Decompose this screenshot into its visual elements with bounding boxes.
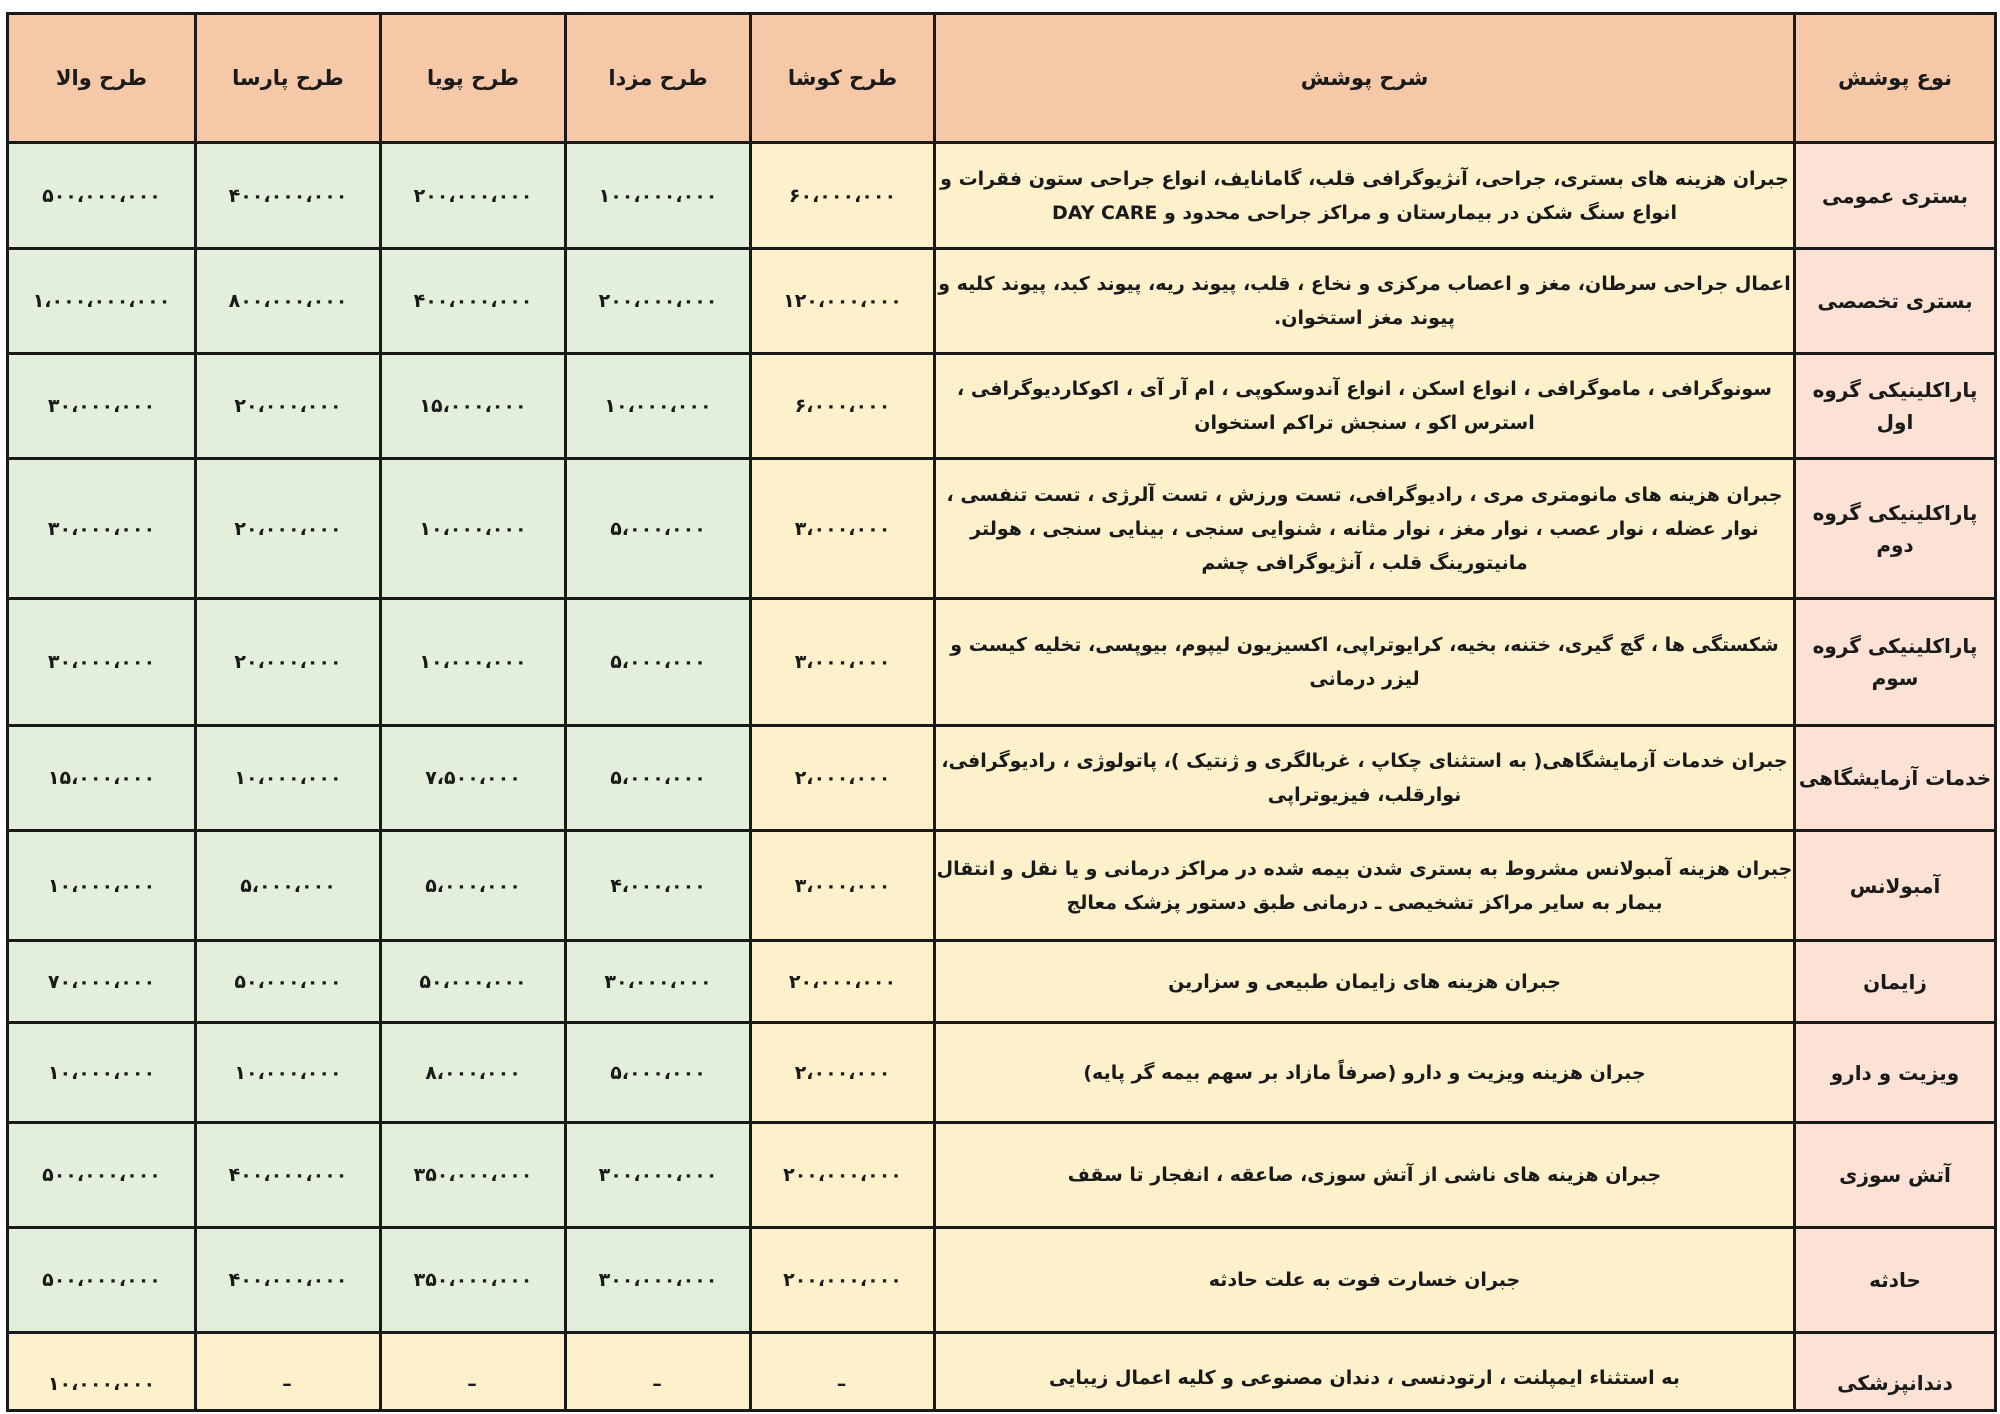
table-row: [8, 249, 1996, 354]
cell-parsa: ۲۰،۰۰۰،۰۰۰: [196, 354, 381, 459]
cell-pouya: ۱۰،۰۰۰،۰۰۰: [381, 599, 566, 726]
cell-description: به استثناء ایمپلنت ، ارتودنسی ، دندان مصنوعی و کلیه اعمال زیبایی: [935, 1333, 1795, 1411]
cell-parsa: ۵،۰۰۰،۰۰۰: [196, 831, 381, 941]
cell-kousha: ۶۰،۰۰۰،۰۰۰: [751, 143, 935, 249]
cell-vala: ۵۰۰،۰۰۰،۰۰۰: [8, 1228, 196, 1333]
cell-coverage-type: بستری عمومی: [1795, 143, 1996, 249]
cell-pouya: ۷،۵۰۰،۰۰۰: [381, 726, 566, 831]
cell-kousha: ۶،۰۰۰،۰۰۰: [751, 354, 935, 459]
cell-mazda: ۵،۰۰۰،۰۰۰: [566, 599, 751, 726]
cell-description: جبران هزینه های بستری، جراحی، آنژیوگرافی قلب، گامانایف، انواع جراحی ستون فقرات و انواع سنگ شکن در بیمارستان و مراکز جراحی محدود و DAY CARE: [935, 143, 1795, 249]
cell-description: سونوگرافی ، ماموگرافی ، انواع اسکن ، انواع آندوسکوپی ، ام آر آی ، اکوکاردیوگرافی ، استرس اکو ، سنجش تراکم استخوان: [935, 354, 1795, 459]
cell-mazda: ۳۰۰،۰۰۰،۰۰۰: [566, 1228, 751, 1333]
table-row: [8, 459, 1996, 599]
cell-parsa: ۲۰،۰۰۰،۰۰۰: [196, 599, 381, 726]
header-coverage-type: نوع پوشش: [1795, 14, 1996, 143]
cell-vala: ۳۰،۰۰۰،۰۰۰: [8, 354, 196, 459]
cell-description: جبران خدمات آزمایشگاهی( به استثنای چکاپ ، غربالگری و ژنتیک )، پاتولوژی ، رادیوگرافی، نوارقلب، فیزیوتراپی: [935, 726, 1795, 831]
cell-vala: ۵۰۰،۰۰۰،۰۰۰: [8, 1123, 196, 1228]
header-description: شرح پوشش: [935, 14, 1795, 143]
cell-mazda: ۵،۰۰۰،۰۰۰: [566, 1023, 751, 1123]
table-row: [8, 143, 1996, 249]
header-row: [8, 14, 1996, 143]
cell-coverage-type: پاراکلینیکی گروه اول: [1795, 354, 1996, 459]
cell-mazda: ۵،۰۰۰،۰۰۰: [566, 459, 751, 599]
cell-mazda: ۱۰۰،۰۰۰،۰۰۰: [566, 143, 751, 249]
table-row: [8, 599, 1996, 726]
cell-pouya: ۵۰،۰۰۰،۰۰۰: [381, 941, 566, 1023]
cell-pouya: ۳۵۰،۰۰۰،۰۰۰: [381, 1123, 566, 1228]
table-row: [8, 354, 1996, 459]
cell-kousha: ۳،۰۰۰،۰۰۰: [751, 831, 935, 941]
cell-coverage-type: خدمات آزمایشگاهی: [1795, 726, 1996, 831]
cell-vala: ۷۰،۰۰۰،۰۰۰: [8, 941, 196, 1023]
header-plan-parsa: طرح پارسا: [196, 14, 381, 143]
cell-description: جبران هزینه های مانومتری مری ، رادیوگرافی، تست ورزش ، تست آلرژی ، تست تنفسی ، نوار عضله ، نوار عصب ، نوار مغز ، نوار مثانه ، شنوایی سنجی ، بینایی سنجی ، هولتر مانیتورینگ قلب ، آنژیوگرافی چشم: [935, 459, 1795, 599]
cell-vala: ۱۰،۰۰۰،۰۰۰: [8, 1023, 196, 1123]
cell-parsa: ۴۰۰،۰۰۰،۰۰۰: [196, 143, 381, 249]
cell-description: جبران هزینه های زایمان طبیعی و سزارین: [935, 941, 1795, 1023]
cell-coverage-type: آتش سوزی: [1795, 1123, 1996, 1228]
cell-pouya: ۸،۰۰۰،۰۰۰: [381, 1023, 566, 1123]
header-plan-mazda: طرح مزدا: [566, 14, 751, 143]
cell-mazda: ۲۰۰،۰۰۰،۰۰۰: [566, 249, 751, 354]
table-row: [8, 1228, 1996, 1333]
cell-pouya: –: [381, 1333, 566, 1411]
cell-coverage-type: حادثه: [1795, 1228, 1996, 1333]
table-row: [8, 1023, 1996, 1123]
cell-coverage-type: پاراکلینیکی گروه سوم: [1795, 599, 1996, 726]
cell-vala: ۳۰،۰۰۰،۰۰۰: [8, 599, 196, 726]
cell-vala: ۳۰،۰۰۰،۰۰۰: [8, 459, 196, 599]
cell-kousha: –: [751, 1333, 935, 1411]
cell-vala: ۱۵،۰۰۰،۰۰۰: [8, 726, 196, 831]
cell-kousha: ۲۰۰،۰۰۰،۰۰۰: [751, 1228, 935, 1333]
cell-pouya: ۵،۰۰۰،۰۰۰: [381, 831, 566, 941]
table-row: [8, 1333, 1996, 1411]
cell-kousha: ۳،۰۰۰،۰۰۰: [751, 459, 935, 599]
cell-coverage-type: پاراکلینیکی گروه دوم: [1795, 459, 1996, 599]
cell-vala: ۱۰،۰۰۰،۰۰۰: [8, 831, 196, 941]
header-plan-kousha: طرح کوشا: [751, 14, 935, 143]
cell-mazda: ۳۰۰،۰۰۰،۰۰۰: [566, 1123, 751, 1228]
coverage-sheet: [6, 12, 1994, 1412]
cell-parsa: ۲۰،۰۰۰،۰۰۰: [196, 459, 381, 599]
cell-vala: ۱،۰۰۰،۰۰۰،۰۰۰: [8, 249, 196, 354]
cell-parsa: ۴۰۰،۰۰۰،۰۰۰: [196, 1123, 381, 1228]
cell-kousha: ۲۰،۰۰۰،۰۰۰: [751, 941, 935, 1023]
cell-vala: ۵۰۰،۰۰۰،۰۰۰: [8, 143, 196, 249]
cell-description: جبران هزینه آمبولانس مشروط به بستری شدن بیمه شده در مراکز درمانی و یا نقل و انتقال بیمار به سایر مراکز تشخیصی ـ درمانی طبق دستور پزشک معالج: [935, 831, 1795, 941]
cell-pouya: ۱۰،۰۰۰،۰۰۰: [381, 459, 566, 599]
cell-kousha: ۲۰۰،۰۰۰،۰۰۰: [751, 1123, 935, 1228]
cell-mazda: ۳۰،۰۰۰،۰۰۰: [566, 941, 751, 1023]
cell-parsa: ۸۰۰،۰۰۰،۰۰۰: [196, 249, 381, 354]
cell-description: اعمال جراحی سرطان، مغز و اعصاب مرکزی و نخاع ، قلب، پیوند ریه، پیوند کبد، پیوند کلیه و پیوند مغز استخوان.: [935, 249, 1795, 354]
table-row: [8, 941, 1996, 1023]
cell-coverage-type: بستری تخصصی: [1795, 249, 1996, 354]
cell-parsa: ۴۰۰،۰۰۰،۰۰۰: [196, 1228, 381, 1333]
table-row: [8, 726, 1996, 831]
cell-pouya: ۴۰۰،۰۰۰،۰۰۰: [381, 249, 566, 354]
cell-description: شکستگی ها ، گچ گیری، ختنه، بخیه، کرایوتراپی، اکسیزیون لیپوم، بیوپسی، تخلیه کیست و لیزر درمانی: [935, 599, 1795, 726]
cell-parsa: ۵۰،۰۰۰،۰۰۰: [196, 941, 381, 1023]
cell-kousha: ۳،۰۰۰،۰۰۰: [751, 599, 935, 726]
cell-kousha: ۲،۰۰۰،۰۰۰: [751, 726, 935, 831]
cell-mazda: ۱۰،۰۰۰،۰۰۰: [566, 354, 751, 459]
cell-coverage-type: دندانپزشکی: [1795, 1333, 1996, 1411]
cell-parsa: –: [196, 1333, 381, 1411]
cell-pouya: ۱۵،۰۰۰،۰۰۰: [381, 354, 566, 459]
cell-mazda: ۵،۰۰۰،۰۰۰: [566, 726, 751, 831]
cell-parsa: ۱۰،۰۰۰،۰۰۰: [196, 1023, 381, 1123]
cell-kousha: ۱۲۰،۰۰۰،۰۰۰: [751, 249, 935, 354]
table-row: [8, 1123, 1996, 1228]
cell-coverage-type: زایمان: [1795, 941, 1996, 1023]
cell-coverage-type: آمبولانس: [1795, 831, 1996, 941]
table-row: [8, 831, 1996, 941]
cell-mazda: –: [566, 1333, 751, 1411]
cell-description: جبران خسارت فوت به علت حادثه: [935, 1228, 1795, 1333]
cell-pouya: ۲۰۰،۰۰۰،۰۰۰: [381, 143, 566, 249]
cell-kousha: ۲،۰۰۰،۰۰۰: [751, 1023, 935, 1123]
cell-description: جبران هزینه های ناشی از آتش سوزی، صاعقه ، انفجار تا سقف: [935, 1123, 1795, 1228]
cell-description: جبران هزینه ویزیت و دارو (صرفاً مازاد بر سهم بیمه گر پایه): [935, 1023, 1795, 1123]
cell-parsa: ۱۰،۰۰۰،۰۰۰: [196, 726, 381, 831]
cell-pouya: ۳۵۰،۰۰۰،۰۰۰: [381, 1228, 566, 1333]
coverage-table: [6, 12, 1997, 1412]
header-plan-vala: طرح والا: [8, 14, 196, 143]
header-plan-pouya: طرح پویا: [381, 14, 566, 143]
cell-coverage-type: ویزیت و دارو: [1795, 1023, 1996, 1123]
cell-vala: ۱۰،۰۰۰،۰۰۰: [8, 1333, 196, 1411]
cell-mazda: ۴،۰۰۰،۰۰۰: [566, 831, 751, 941]
